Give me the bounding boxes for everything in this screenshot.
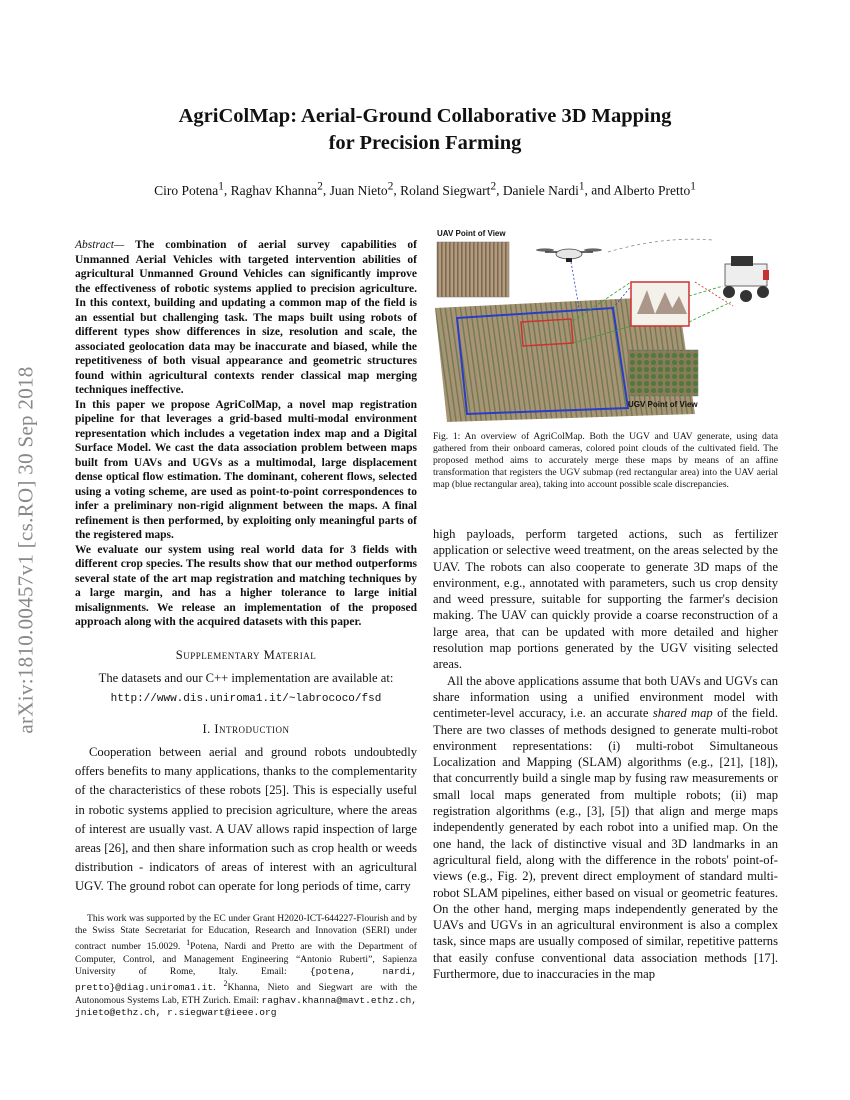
title-line-2: for Precision Farming <box>328 132 522 154</box>
uav-view-image <box>437 242 509 297</box>
email-link[interactable]: {potena, nardi, pretto}@diag.uniroma1.it <box>75 966 418 994</box>
abstract <box>75 238 417 630</box>
paper-title <box>0 103 850 157</box>
email-link[interactable]: raghav.khanna@mavt.ethz.ch, jnieto@ethz.ch, r.siegwart@ieee.org <box>75 994 417 1018</box>
author: Ciro Potena$^1$ <box>154 180 224 198</box>
author-list: Ciro Potena$^1$, Raghav Khanna$^2$, Juan Nieto$^2$, Roland Siegwart$^2$, Daniele Nardi$^1$, and Alberto Pretto$^1$ <box>154 180 696 198</box>
abstract-paragraph-3: We evaluate our system using real world data for 3 fields with different crop species. The results show that our method outperforms several state of the art map registration and matching techniques by a large margin, and has a higher tolerance to large initial misalignments. We release an implementation of the proposed approach along with the acquired datasets with this paper. <box>75 543 417 628</box>
arxiv-identifier: arXiv:1810.00457v1 [cs.RO] 30 Sep 2018 <box>13 366 38 734</box>
author: Juan Nieto$^2$ <box>329 180 394 198</box>
introduction-heading: I. Introduction <box>202 722 290 736</box>
introduction-body-left <box>75 743 417 897</box>
ground-robot-icon <box>723 256 769 302</box>
footnote: This work was supported by the EC under Grant H2020-ICT-644227-Flourish and by the Swiss State Secretariat for Education, Research and Innovation (SERI) under contract number 15.0029. $^1$Potena, Nardi and Pretto are with the Department of Computer, Control, and Management Engineering “Antonio Ruberti”, Sapienza University of Rome, Italy. Email: {potena, nardi, pretto}@diag.uniroma1.it. $^2$Khanna, Nieto and Siegwart are with the Autonomous Systems Lab, ETH Zurich. Email: raghav.khanna@mavt.ethz.ch, jnieto@ethz.ch, r.siegwart@ieee.org <box>75 913 418 1018</box>
intro-paragraph-1: Cooperation between aerial and ground robots undoubtedly offers benefits to many applications, thanks to the complementarity of the characteristics of these robots [25]. This is especially useful in robotic systems applied to precision agriculture, where the areas of interest are usually vast. A UAV allows rapid inspection of large areas [26], and then share information such as crop health or weeds distribution - indicators of areas of interest with an agricultural UGV. The ground robot can operate for long periods of time, carry <box>75 745 417 894</box>
author: Alberto Pretto$^1$ <box>613 180 696 198</box>
drone-icon <box>536 248 602 262</box>
abstract-paragraph-1: The combination of aerial survey capabilities of Unmanned Aerial Vehicles with targeted intervention abilities of agricultural Unmanned Ground Vehicles can significantly improve the effectiveness of robotic systems applied to precision agriculture. In this context, building and updating a common map of the field is an essential but challenging task. The maps built using robots of different types show differences in size, resolution and scale, the associated geolocation data may be inaccurate and biased, while the repetitiveness of both visual appearance and geometric structures found within agricultural contexts render classical map merging techniques ineffective. <box>75 239 418 396</box>
figure-1 <box>433 226 778 422</box>
intro-paragraph-1-continued: high payloads, perform targeted actions, such as fertilizer application or selective weed treatment, on the areas selected by the UAV. The robots can also cooperate to generate 3D maps of the environment, e.g., annotated with parameters, such us crop density and weed pressure, suitable for supporting the farmer's decision making. The UAV can quickly provide a coarse reconstruction of a large area, that can be updated with more detailed and higher resolution map portions generated by the UGV visiting selected areas. <box>433 527 778 672</box>
abstract-label: Abstract— <box>75 239 125 251</box>
intro-paragraph-2: All the above applications assume that both UAVs and UGVs can share information using a unified environment model with centimeter-level accuracy, i.e. an accurate shared map of the field. There are two classes of methods designed to generate multi-robot environment representations: (i) multi-robot Simultaneous Localization and Mapping (SLAM) algorithms (e.g., [21], [18]), that concurrently build a single map by fusing raw measurements or small local maps generated from multiple robots; (ii) map registration algorithms (e.g., [3], [5]) that align and merge maps independently generated by each robot into a unified map. On the one hand, the lack of distinctive visual and 3D landmarks in an agricultural field, along with the difference in the robots' point-of-views (e.g., Fig. 2), prevent direct employment of standard multi-robot SLAM pipelines, either based on visual or geometric features. On the other hand, merging maps independently generated by the UAVs and UGVs in an agricultural environment is also a complex task, since maps are usually composed of similar, repetitive patterns that easily confuse conventional data association methods [17]. Furthermore, due to inaccuracies in the map <box>433 673 779 982</box>
author: Raghav Khanna$^2$ <box>230 180 323 198</box>
ugv-view-image <box>628 350 698 396</box>
author: Daniele Nardi$^1$ <box>502 180 585 198</box>
supplementary-text: The datasets and our C++ implementation are available at: <box>98 671 394 685</box>
abstract-paragraph-2: In this paper we propose AgriColMap, a novel map registration pipeline for that leverages a grid-based multi-modal environment representation which includes a vegetation index map and a Digital Surface Model. We cast the data association problem between maps built from UAVs and UGVs as a multimodal, large displacement dense optical flow estimation. The dominant, coherent flows, selected using a voting scheme, are used as point-to-point correspondences to infer a preliminary non-rigid alignment between the maps. A final refinement is then performed, by exploiting only meaningful parts of the registered maps. <box>75 398 417 541</box>
author: Roland Siegwart$^2$ <box>400 180 497 198</box>
arxiv-sidebar <box>4 290 48 810</box>
uav-pov-label: UAV Point of View <box>437 229 506 238</box>
supplementary-heading: Supplementary Material <box>175 648 317 662</box>
ugv-pov-label: UGV Point of View <box>628 400 698 409</box>
figure-1-illustration <box>433 226 778 422</box>
flight-path <box>608 239 713 252</box>
supplementary-url[interactable]: http://www.dis.uniroma1.it/~labrococo/fsd <box>110 693 382 705</box>
title-line-1: AgriColMap: Aerial-Ground Collaborative 3D Mapping <box>178 105 672 127</box>
introduction-body-right <box>433 526 778 982</box>
figure-1-caption: Fig. 1: An overview of AgriColMap. Both the UGV and UAV generate, using data gathered from their onboard cameras, colored point clouds of the cultivated field. The proposed method aims to accurately merge these maps by means of an affine transformation that registers the UGV submap (red rectangular area) into the UAV aerial map (blue rectangular area), taking into account possible scale discrepancies. <box>433 431 778 490</box>
